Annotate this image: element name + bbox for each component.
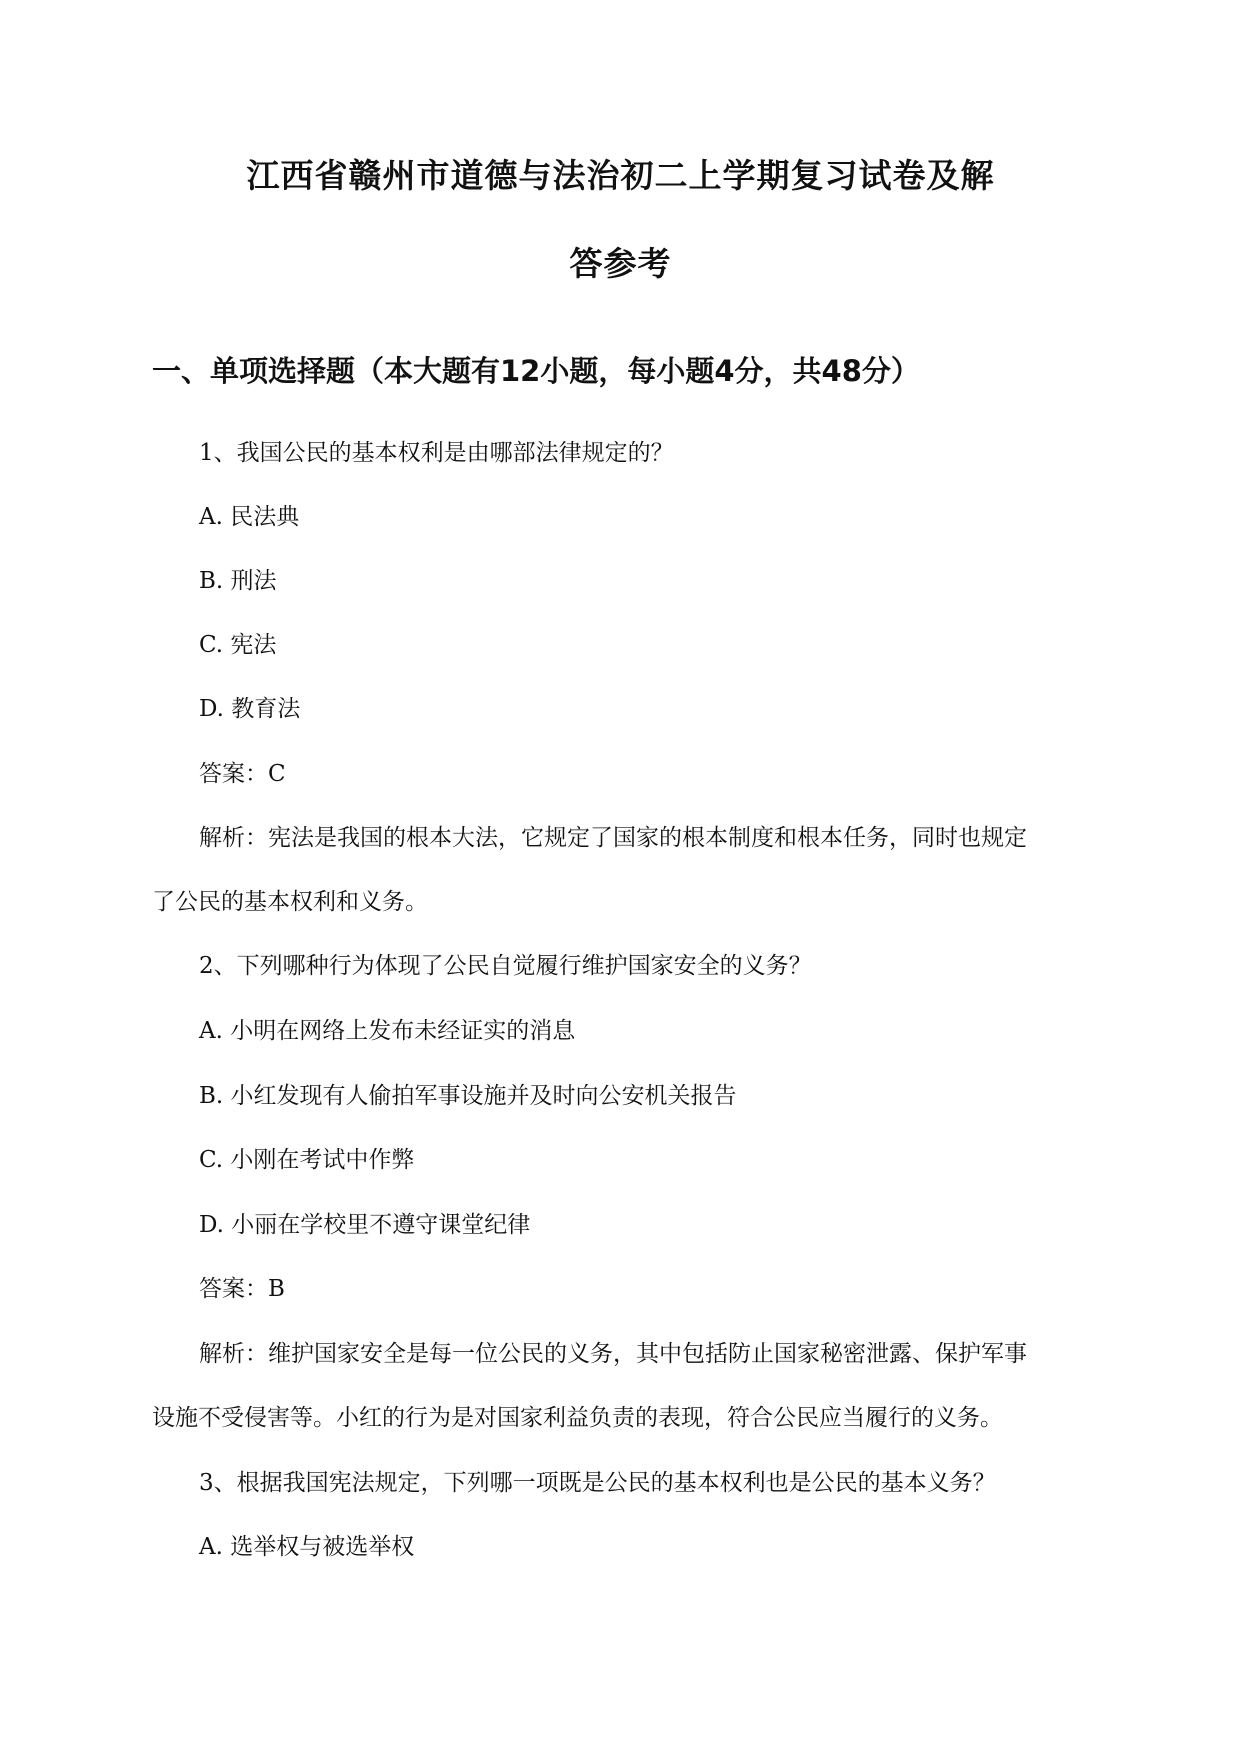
question-2-option-c: C. 小刚在考试中作弊 <box>199 1147 415 1173</box>
question-1-analysis-line1: 解析：宪法是我国的根本大法，它规定了国家的根本制度和根本任务，同时也规定 <box>199 825 1027 851</box>
question-2-option-b: B. 小红发现有人偷拍军事设施并及时向公安机关报告 <box>199 1083 737 1109</box>
question-1-analysis-line2: 了公民的基本权利和义务。 <box>152 889 428 915</box>
question-3-stem: 3、根据我国宪法规定，下列哪一项既是公民的基本权利也是公民的基本义务？ <box>199 1470 996 1496</box>
question-1-stem: 1、我国公民的基本权利是由哪部法律规定的？ <box>199 440 674 466</box>
document-title-line2: 答参考 <box>569 244 672 283</box>
section-heading: 一、单项选择题（本大题有12小题，每小题4分，共48分） <box>152 354 920 388</box>
question-1-option-c: C. 宪法 <box>199 632 277 658</box>
question-2-analysis-line1: 解析：维护国家安全是每一位公民的义务，其中包括防止国家秘密泄露、保护军事 <box>199 1341 1027 1367</box>
question-2-option-a: A. 小明在网络上发布未经证实的消息 <box>199 1018 576 1044</box>
question-2-answer: 答案：B <box>199 1276 285 1302</box>
question-1-answer: 答案：C <box>199 761 286 787</box>
question-1-option-b: B. 刑法 <box>199 568 277 594</box>
question-2-option-d: D. 小丽在学校里不遵守课堂纪律 <box>199 1212 531 1238</box>
question-1-option-a: A. 民法典 <box>199 504 300 530</box>
document-title-line1: 江西省赣州市道德与法治初二上学期复习试卷及解 <box>246 156 995 195</box>
question-2-analysis-line2: 设施不受侵害等。小红的行为是对国家利益负责的表现，符合公民应当履行的义务。 <box>152 1405 1003 1431</box>
question-1-option-d: D. 教育法 <box>199 696 301 722</box>
question-2-stem: 2、下列哪种行为体现了公民自觉履行维护国家安全的义务？ <box>199 953 812 979</box>
question-3-option-a: A. 选举权与被选举权 <box>199 1534 415 1560</box>
